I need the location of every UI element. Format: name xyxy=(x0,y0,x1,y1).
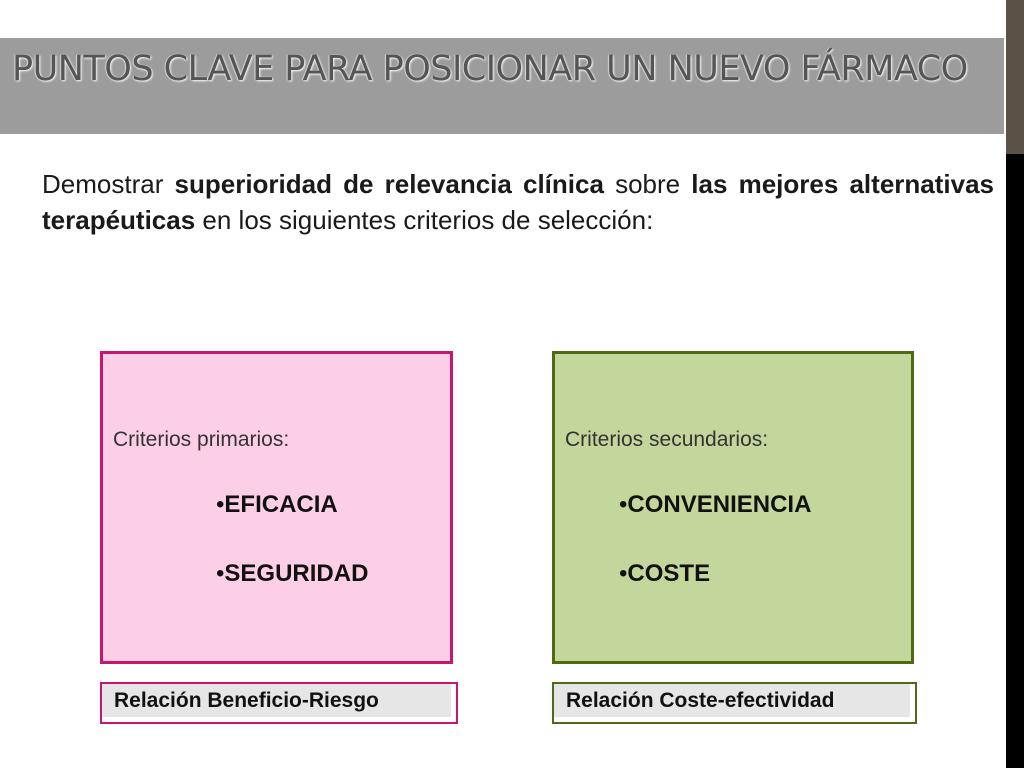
intro-bold-2: las mejores alternativas terapéuticas xyxy=(42,169,994,235)
primary-criteria-label: Criterios primarios: xyxy=(113,428,290,451)
criterion-coste: COSTE xyxy=(627,560,711,587)
slide-title: PUNTOS CLAVE PARA POSICIONAR UN NUEVO FÁRMACO xyxy=(12,49,968,89)
benefit-risk-label: Relación Beneficio-Riesgo xyxy=(100,682,458,724)
primary-criteria-box xyxy=(100,351,453,664)
intro-bold-1: superioridad de relevancia clínica xyxy=(174,169,604,199)
intro-text-2: sobre xyxy=(603,169,692,199)
bullet-icon: • xyxy=(619,491,628,518)
bullet-icon: • xyxy=(619,560,628,587)
right-edge-accent xyxy=(1006,0,1024,154)
intro-paragraph xyxy=(42,166,994,238)
list-item xyxy=(216,557,368,591)
primary-criteria-list xyxy=(216,488,368,626)
bullet-icon: • xyxy=(216,491,225,518)
criterion-seguridad: SEGURIDAD xyxy=(224,560,369,587)
list-item xyxy=(619,557,811,591)
criterion-conveniencia: CONVENIENCIA xyxy=(627,491,812,518)
list-item xyxy=(216,488,368,522)
bullet-icon: • xyxy=(216,560,225,587)
secondary-criteria-box xyxy=(552,351,914,664)
secondary-criteria-label: Criterios secundarios: xyxy=(565,428,769,451)
list-item xyxy=(619,488,811,522)
cost-effectiveness-label: Relación Coste-efectividad xyxy=(552,682,917,724)
secondary-criteria-list xyxy=(619,488,811,626)
criterion-eficacia: EFICACIA xyxy=(224,491,338,518)
intro-text-3: en los siguientes criterios de selección: xyxy=(195,205,654,235)
intro-text-1: Demostrar xyxy=(42,169,175,199)
